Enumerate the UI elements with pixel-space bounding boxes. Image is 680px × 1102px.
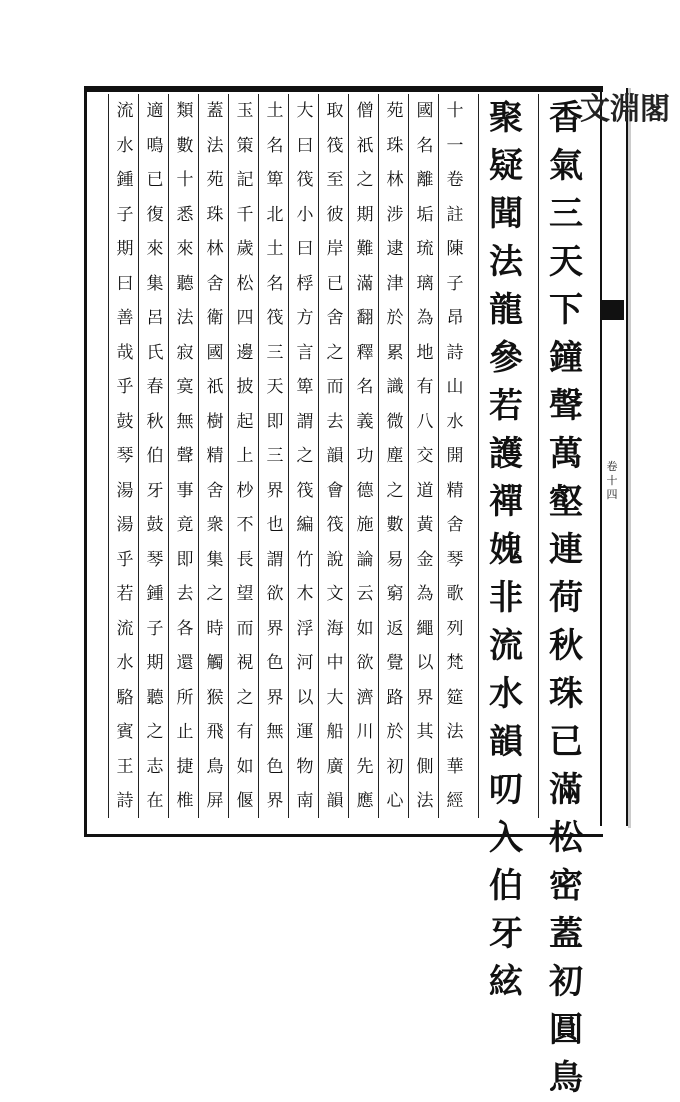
fishtail-mark	[600, 300, 624, 320]
gutter-text: 卷十四	[606, 460, 618, 501]
center-gutter	[600, 88, 628, 826]
text-column-12: 類 數 十 悉 來 聽 法 寂 寞 無 聲 事 竟 即 去 各 還 所 止 捷 椎	[176, 101, 194, 811]
sheet-edge	[628, 88, 631, 828]
text-column-13: 適 鳴 已 復 來 集 呂 氏 春 秋 伯 牙 鼓 琴 鍾 子 期 聽 之 志 在	[146, 101, 164, 811]
text-column-10: 玉 策 記 千 歲 松 四 邊 披 起 上 杪 不 長 望 而 視 之 有 如 偃	[236, 101, 254, 811]
column-rule	[478, 94, 479, 818]
text-column-6: 僧 祇 之 期 難 滿 翻 釋 名 義 功 德 施 論 云 如 欲 濟 川 先 應	[356, 101, 374, 811]
text-column-14: 流 水 鍾 子 期 曰 善 哉 乎 鼓 琴 湯 湯 乎 若 流 水 駱 賓 王 詩	[116, 101, 134, 811]
text-column-7: 取 筏 至 彼 岸 已 舍 之 而 去 韻 會 筏 說 文 海 中 大 船 廣 韻	[326, 101, 344, 811]
column-rule	[108, 94, 109, 818]
text-column-2: 聚 疑 聞 法 龍 參 若 護 禪 媿 非 流 水 韻 叨 入 伯 牙 絃	[489, 98, 523, 1002]
text-column-8: 大 曰 筏 小 曰 桴 方 言 箄 謂 之 筏 編 竹 木 浮 河 以 運 物 南	[296, 101, 314, 811]
text-column-5: 苑 珠 林 涉 逮 津 於 累 識 微 塵 之 數 易 窮 返 覺 路 於 初 心	[386, 101, 404, 811]
column-rule	[538, 94, 539, 818]
text-column-1: 香 氣 三 天 下 鐘 聲 萬 壑 連 荷 秋 珠 已 滿 松 密 蓋 初 圓 鳥	[549, 98, 583, 1098]
text-column-3: 十 一 卷 註 陳 子 昂 詩 山 水 開 精 舍 琴 歌 列 梵 筵 法 華 經	[446, 101, 464, 811]
text-column-4: 國 名 離 垢 琉 璃 為 地 有 八 交 道 黃 金 為 繩 以 界 其 側 法	[416, 101, 434, 811]
header-fragment: 文淵閣	[580, 92, 670, 127]
text-column-9: 土 名 箄 北 土 名 筏 三 天 即 三 界 也 謂 欲 界 色 界 無 色 界	[266, 101, 284, 811]
text-column-11: 蓋 法 苑 珠 林 舍 衛 國 祇 樹 精 舍 衆 集 之 時 觸 猴 飛 鳥 屏	[206, 101, 224, 811]
